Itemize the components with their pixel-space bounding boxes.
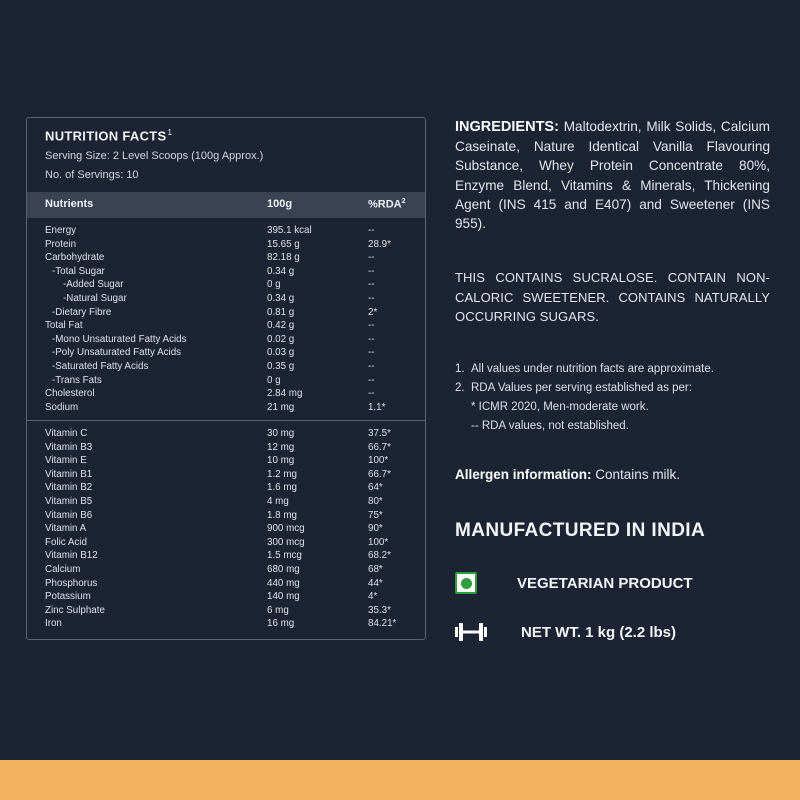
net-weight-label: NET WT. 1 kg (2.2 lbs) [521,623,677,641]
bottom-accent-strip [0,760,800,800]
nutrient-rda: 66.7* [368,468,391,480]
nutrient-amount: 440 mg [267,577,300,589]
nutrient-rda: -- [368,388,375,400]
sucralose-warning: THIS CONTAINS SUCRALOSE. CONTAIN NON-CALORIC SWEETENER. CONTAINS NATURALLY OCCURRING SUGARS. [455,270,770,324]
nutrient-rda: 100* [368,536,389,548]
macro-nutrient-rows [27,224,425,414]
nutrient-name: Folic Acid [45,536,87,548]
nutrient-rda: 2* [368,306,378,318]
nutrient-amount: 10 mg [267,455,295,467]
micro-nutrient-rows [27,427,425,631]
nutrient-name: -Total Sugar [52,265,105,277]
nutrient-amount: 0.34 g [267,265,295,277]
table-row [27,374,425,388]
table-row [27,251,425,265]
nutrient-rda: -- [368,347,375,359]
nutrient-name: Protein [45,238,77,250]
allergen-text: Contains milk. [595,467,681,482]
nutrient-rda: 44* [368,577,383,589]
nutrient-rda: 68* [368,563,383,575]
table-row [27,278,425,292]
table-row [27,427,425,441]
serving-size: Serving Size: 2 Level Scoops (100g Approx.) [45,150,264,163]
nutrient-rda: -- [368,320,375,332]
table-row [27,536,425,550]
nutrient-amount: 395.1 kcal [267,225,312,236]
nutrient-rda: 4* [368,591,378,603]
nutrient-rda: 35.3* [368,604,391,616]
table-row [27,454,425,468]
table-row [27,577,425,591]
nutrient-amount: 15.65 g [267,238,300,250]
allergen-label: Allergen information: [455,467,592,482]
nutrient-name: Vitamin B5 [45,495,93,507]
table-row [27,346,425,360]
nutrient-name: -Trans Fats [52,374,102,386]
table-row [27,468,425,482]
nutrient-amount: 21 mg [267,401,295,413]
nutrient-rda: -- [368,225,375,236]
nutrient-name: -Saturated Fatty Acids [52,360,149,372]
nutrient-rda: -- [368,279,375,291]
nutrient-amount: 1.6 mg [267,482,297,494]
footnote-2: 2. RDA Values per serving established as per: [455,382,692,394]
table-row [27,238,425,252]
table-row [27,333,425,347]
footnote-2-sub-rda: -- RDA values, not established. [471,420,629,432]
nutrient-name: Energy [45,225,77,236]
table-row [27,292,425,306]
nutrient-name: Vitamin B1 [45,468,93,480]
nutrient-name: Vitamin C [45,428,88,439]
nutrient-rda: 75* [368,509,383,521]
table-divider [27,420,425,421]
dumbbell-icon [455,621,487,643]
footnotes [455,360,770,436]
table-row [27,387,425,401]
nutrient-amount: 900 mcg [267,523,305,535]
table-row [27,509,425,523]
nutrient-name: Vitamin B2 [45,482,93,494]
nutrient-name: -Natural Sugar [63,292,127,304]
nutrient-amount: 0.02 g [267,333,295,345]
nutrient-rda: 66.7* [368,441,391,453]
table-row [27,224,425,238]
nutrient-amount: 16 mg [267,618,295,630]
allergen-information [455,467,770,482]
nutrient-name: -Poly Unsaturated Fatty Acids [52,347,182,359]
net-weight-feature [455,621,676,643]
nutrient-rda: 90* [368,523,383,535]
footnote-2-sub-icmr: * ICMR 2020, Men-moderate work. [471,401,649,413]
nutrient-rda: 68.2* [368,550,391,562]
nutrient-amount: 300 mcg [267,536,305,548]
vegetarian-icon [455,572,477,594]
table-row [27,563,425,577]
nutrient-name: Vitamin A [45,523,87,535]
nutrient-amount: 12 mg [267,441,295,453]
nutrient-amount: 6 mg [267,604,289,616]
nutrient-amount: 0 g [267,374,281,386]
nutrient-amount: 0.42 g [267,320,295,332]
header-nutrients: Nutrients [45,198,94,210]
nutrient-name: Vitamin E [45,455,87,467]
nutrient-amount: 4 mg [267,495,289,507]
nutrient-name: Cholesterol [45,388,95,400]
nutrient-amount: 1.2 mg [267,468,297,480]
vegetarian-feature [455,572,693,594]
table-row [27,481,425,495]
nutrient-rda: -- [368,360,375,372]
nutrient-amount: 0.03 g [267,347,295,359]
nutrient-rda: -- [368,333,375,345]
nutrient-name: Vitamin B12 [45,550,98,562]
table-row [27,617,425,631]
table-row [27,495,425,509]
nutrition-facts-header [27,118,425,188]
nutrient-name: Calcium [45,563,81,575]
table-row [27,319,425,333]
nutrient-rda: -- [368,252,375,264]
table-row [27,306,425,320]
nutrient-name: Sodium [45,401,79,413]
nutrient-amount: 82.18 g [267,252,300,264]
nutrient-name: Carbohydrate [45,252,105,264]
table-row [27,401,425,415]
number-of-servings: No. of Servings: 10 [45,169,139,182]
nutrient-amount: 1.8 mg [267,509,297,521]
nutrient-amount: 0.81 g [267,306,295,318]
nutrient-name: -Dietary Fibre [52,306,112,318]
header-per-100g: 100g [267,198,293,210]
ingredients-section [455,117,770,233]
table-row [27,522,425,536]
nutrient-rda: 80* [368,495,383,507]
nutrient-amount: 2.84 mg [267,388,303,400]
nutrient-name: Total Fat [45,320,83,332]
table-row [27,360,425,374]
nutrient-name: Potassium [45,591,91,603]
nutrient-name: Phosphorus [45,577,98,589]
nutrition-facts-panel [26,117,426,640]
table-row [27,549,425,563]
table-row [27,265,425,279]
nutrient-name: Iron [45,618,62,630]
nutrient-name: Zinc Sulphate [45,604,105,616]
vegetarian-label: VEGETARIAN PRODUCT [517,574,693,592]
manufactured-in-india: MANUFACTURED IN INDIA [455,520,706,541]
nutrient-name: Vitamin B3 [45,441,93,453]
nutrient-rda: -- [368,374,375,386]
table-row [27,441,425,455]
nutrient-amount: 0 g [267,279,281,291]
nutrient-rda: 28.9* [368,238,391,250]
nutrition-table-header [27,192,425,218]
nutrient-rda: 100* [368,455,389,467]
nutrient-name: Vitamin B6 [45,509,93,521]
table-row [27,604,425,618]
nutrient-name: -Added Sugar [63,279,124,291]
nutrient-amount: 0.35 g [267,360,295,372]
header-rda: %RDA$^2$ [368,198,406,211]
ingredients-text: Maltodextrin, Milk Solids, Calcium Caseinate, Nature Identical Vanilla Flavouring Substance, Whey Protein Concentrate 80%, Enzyme Blend, Vitamins & Minerals, Thickening Agent (INS 415 and E407) and Sweetener (INS 955). [455,119,770,232]
nutrient-rda: 37.5* [368,428,391,439]
nutrient-amount: 140 mg [267,591,300,603]
nutrient-amount: 0.34 g [267,292,295,304]
table-row [27,590,425,604]
nutrient-rda: 64* [368,482,383,494]
ingredients-label: INGREDIENTS: [455,119,559,135]
footnote-1: 1. All values under nutrition facts are approximate. [455,363,714,375]
nutrient-rda: -- [368,292,375,304]
nutrient-amount: 30 mg [267,428,295,439]
nutrient-amount: 1.5 mcg [267,550,302,562]
nutrient-rda: 84.21* [368,618,397,630]
nutrient-rda: -- [368,265,375,277]
nutrient-rda: 1.1* [368,401,386,413]
nutrition-facts-title: NUTRITION FACTS$^1$ [45,128,173,144]
nutrient-amount: 680 mg [267,563,300,575]
nutrient-name: -Mono Unsaturated Fatty Acids [52,333,187,345]
